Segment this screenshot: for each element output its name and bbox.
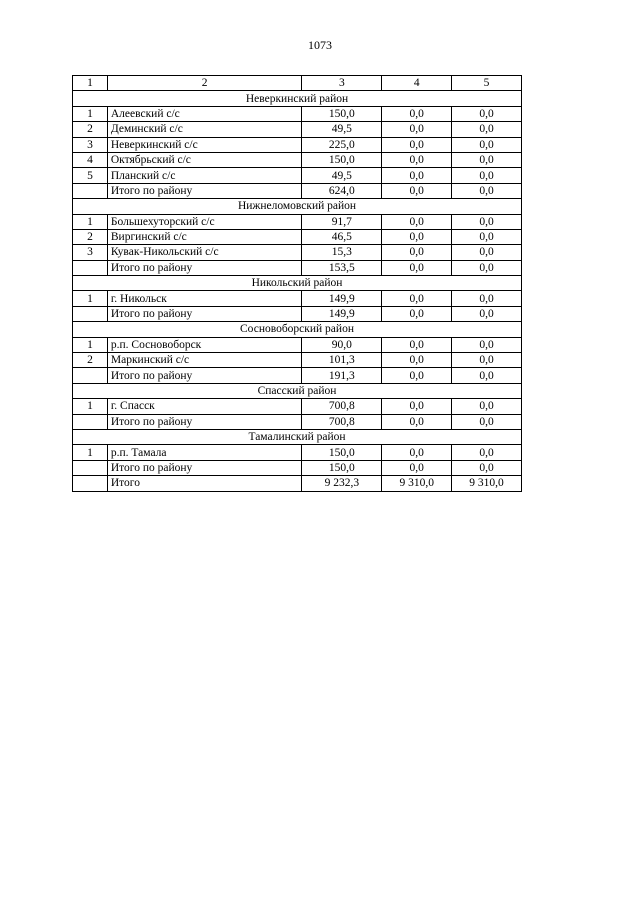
value-col-3: 149,9 bbox=[302, 306, 382, 321]
table-row bbox=[73, 168, 522, 183]
table-row bbox=[73, 399, 522, 414]
row-number: 2 bbox=[73, 229, 108, 244]
row-number: 2 bbox=[73, 353, 108, 368]
row-number: 1 bbox=[73, 337, 108, 352]
value-col-4: 0,0 bbox=[382, 337, 452, 352]
value-col-4: 0,0 bbox=[382, 291, 452, 306]
value-col-5: 0,0 bbox=[452, 229, 522, 244]
grand-total-col-4: 9 310,0 bbox=[382, 476, 452, 491]
district-total-row bbox=[73, 260, 522, 275]
row-number: 1 bbox=[73, 399, 108, 414]
value-col-3: 15,3 bbox=[302, 245, 382, 260]
value-col-5: 0,0 bbox=[452, 399, 522, 414]
settlement-name: Алеевский с/с bbox=[107, 106, 302, 121]
value-col-5: 0,0 bbox=[452, 183, 522, 198]
district-header-row bbox=[73, 322, 522, 337]
district-total-row bbox=[73, 306, 522, 321]
grand-total-col-5: 9 310,0 bbox=[452, 476, 522, 491]
value-col-4: 0,0 bbox=[382, 353, 452, 368]
value-col-5: 0,0 bbox=[452, 260, 522, 275]
grand-total-row bbox=[73, 476, 522, 491]
value-col-5: 0,0 bbox=[452, 106, 522, 121]
row-number bbox=[73, 460, 108, 475]
value-col-3: 49,5 bbox=[302, 168, 382, 183]
settlement-name: Итого по району bbox=[107, 368, 302, 383]
value-col-3: 150,0 bbox=[302, 152, 382, 167]
table-row bbox=[73, 137, 522, 152]
column-number: 4 bbox=[382, 76, 452, 91]
value-col-5: 0,0 bbox=[452, 414, 522, 429]
row-number bbox=[73, 183, 108, 198]
value-col-5: 0,0 bbox=[452, 168, 522, 183]
value-col-3: 90,0 bbox=[302, 337, 382, 352]
value-col-4: 0,0 bbox=[382, 122, 452, 137]
value-col-3: 700,8 bbox=[302, 399, 382, 414]
value-col-5: 0,0 bbox=[452, 152, 522, 167]
district-total-row bbox=[73, 460, 522, 475]
value-col-4: 0,0 bbox=[382, 399, 452, 414]
value-col-3: 624,0 bbox=[302, 183, 382, 198]
settlement-name: Итого по району bbox=[107, 414, 302, 429]
settlement-name: Итого по району bbox=[107, 260, 302, 275]
grand-total-col-3: 9 232,3 bbox=[302, 476, 382, 491]
value-col-4: 0,0 bbox=[382, 245, 452, 260]
value-col-5: 0,0 bbox=[452, 245, 522, 260]
table-row bbox=[73, 152, 522, 167]
district-title: Спасский район bbox=[73, 383, 522, 398]
value-col-5: 0,0 bbox=[452, 460, 522, 475]
settlement-name: Неверкинский с/с bbox=[107, 137, 302, 152]
value-col-4: 0,0 bbox=[382, 152, 452, 167]
settlement-name: р.п. Тамала bbox=[107, 445, 302, 460]
district-title: Сосновоборский район bbox=[73, 322, 522, 337]
row-number: 2 bbox=[73, 122, 108, 137]
value-col-3: 191,3 bbox=[302, 368, 382, 383]
district-total-row bbox=[73, 183, 522, 198]
value-col-5: 0,0 bbox=[452, 291, 522, 306]
value-col-3: 150,0 bbox=[302, 460, 382, 475]
value-col-3: 49,5 bbox=[302, 122, 382, 137]
allocation-table bbox=[72, 75, 522, 492]
grand-total-label: Итого bbox=[107, 476, 302, 491]
settlement-name: Итого по району bbox=[107, 306, 302, 321]
settlement-name: р.п. Сосновоборск bbox=[107, 337, 302, 352]
column-number: 5 bbox=[452, 76, 522, 91]
district-total-row bbox=[73, 368, 522, 383]
column-number: 2 bbox=[107, 76, 302, 91]
page-number: 1073 bbox=[308, 38, 332, 52]
table-row bbox=[73, 337, 522, 352]
row-number: 1 bbox=[73, 445, 108, 460]
district-header-row bbox=[73, 383, 522, 398]
district-title: Неверкинский район bbox=[73, 91, 522, 106]
value-col-5: 0,0 bbox=[452, 368, 522, 383]
value-col-3: 91,7 bbox=[302, 214, 382, 229]
settlement-name: Планский с/с bbox=[107, 168, 302, 183]
value-col-4: 0,0 bbox=[382, 106, 452, 121]
value-col-3: 150,0 bbox=[302, 445, 382, 460]
row-number bbox=[73, 260, 108, 275]
settlement-name: Итого по району bbox=[107, 183, 302, 198]
table-row bbox=[73, 229, 522, 244]
settlement-name: г. Спасск bbox=[107, 399, 302, 414]
district-header-row bbox=[73, 429, 522, 444]
settlement-name: Итого по району bbox=[107, 460, 302, 475]
value-col-4: 0,0 bbox=[382, 260, 452, 275]
settlement-name: г. Никольск bbox=[107, 291, 302, 306]
value-col-3: 153,5 bbox=[302, 260, 382, 275]
value-col-4: 0,0 bbox=[382, 460, 452, 475]
value-col-3: 150,0 bbox=[302, 106, 382, 121]
value-col-3: 46,5 bbox=[302, 229, 382, 244]
value-col-4: 0,0 bbox=[382, 137, 452, 152]
row-number: 5 bbox=[73, 168, 108, 183]
settlement-name: Деминский с/с bbox=[107, 122, 302, 137]
value-col-5: 0,0 bbox=[452, 445, 522, 460]
district-title: Никольский район bbox=[73, 276, 522, 291]
value-col-3: 101,3 bbox=[302, 353, 382, 368]
value-col-5: 0,0 bbox=[452, 214, 522, 229]
row-number: 1 bbox=[73, 106, 108, 121]
district-total-row bbox=[73, 414, 522, 429]
value-col-4: 0,0 bbox=[382, 168, 452, 183]
value-col-4: 0,0 bbox=[382, 445, 452, 460]
value-col-3: 700,8 bbox=[302, 414, 382, 429]
row-number: 1 bbox=[73, 291, 108, 306]
value-col-4: 0,0 bbox=[382, 368, 452, 383]
row-number bbox=[73, 476, 108, 491]
value-col-4: 0,0 bbox=[382, 306, 452, 321]
row-number bbox=[73, 414, 108, 429]
settlement-name: Большехуторский с/с bbox=[107, 214, 302, 229]
row-number: 3 bbox=[73, 137, 108, 152]
table-row bbox=[73, 445, 522, 460]
column-number-row bbox=[73, 76, 522, 91]
table-body bbox=[73, 76, 522, 492]
value-col-5: 0,0 bbox=[452, 353, 522, 368]
row-number: 4 bbox=[73, 152, 108, 167]
column-number: 3 bbox=[302, 76, 382, 91]
value-col-4: 0,0 bbox=[382, 214, 452, 229]
district-header-row bbox=[73, 276, 522, 291]
row-number bbox=[73, 368, 108, 383]
table-row bbox=[73, 291, 522, 306]
value-col-5: 0,0 bbox=[452, 122, 522, 137]
row-number bbox=[73, 306, 108, 321]
value-col-5: 0,0 bbox=[452, 306, 522, 321]
value-col-5: 0,0 bbox=[452, 137, 522, 152]
district-title: Нижнеломовский район bbox=[73, 199, 522, 214]
row-number: 3 bbox=[73, 245, 108, 260]
value-col-4: 0,0 bbox=[382, 229, 452, 244]
value-col-5: 0,0 bbox=[452, 337, 522, 352]
row-number: 1 bbox=[73, 214, 108, 229]
table-row bbox=[73, 245, 522, 260]
settlement-name: Маркинский с/с bbox=[107, 353, 302, 368]
settlement-name: Кувак-Никольский с/с bbox=[107, 245, 302, 260]
settlement-name: Октябрьский с/с bbox=[107, 152, 302, 167]
value-col-3: 225,0 bbox=[302, 137, 382, 152]
table-row bbox=[73, 122, 522, 137]
settlement-name: Виргинский с/с bbox=[107, 229, 302, 244]
district-header-row bbox=[73, 91, 522, 106]
table-row bbox=[73, 353, 522, 368]
table-row bbox=[73, 214, 522, 229]
value-col-4: 0,0 bbox=[382, 414, 452, 429]
value-col-4: 0,0 bbox=[382, 183, 452, 198]
value-col-3: 149,9 bbox=[302, 291, 382, 306]
column-number: 1 bbox=[73, 76, 108, 91]
district-title: Тамалинский район bbox=[73, 429, 522, 444]
district-header-row bbox=[73, 199, 522, 214]
table-row bbox=[73, 106, 522, 121]
